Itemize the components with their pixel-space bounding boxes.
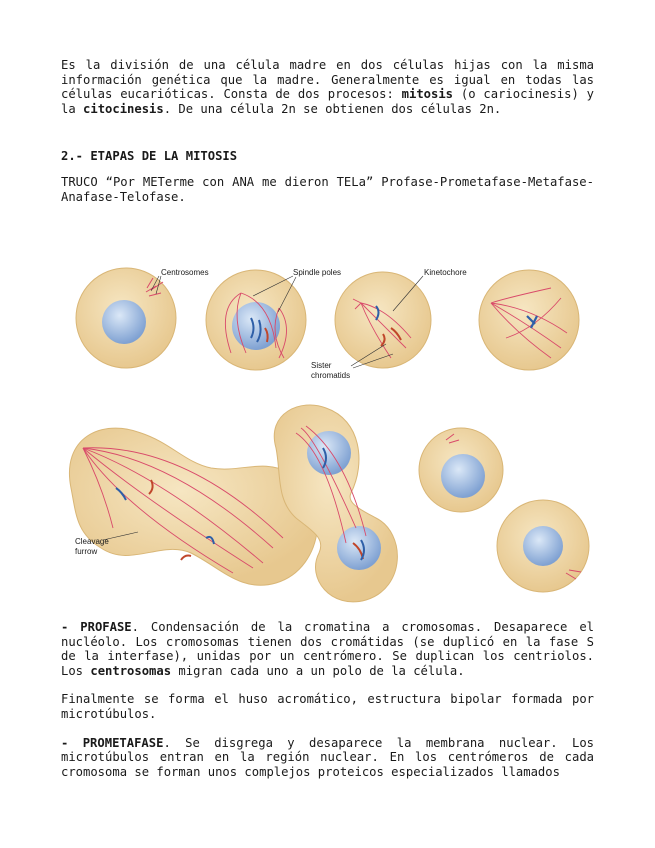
term-profase: - PROFASE [61, 620, 132, 634]
profase-text: migran cada uno a un polo de la célula. [171, 663, 465, 678]
mitosis-diagram [61, 248, 594, 608]
daughter-cell-top [419, 428, 503, 512]
label-chromatids: chromatids [311, 371, 351, 380]
label-sister: Sister [311, 361, 332, 370]
stages-section [61, 620, 594, 793]
label-furrow: furrow [75, 547, 98, 556]
label-centrosomes: Centrosomes [161, 268, 209, 277]
daughter-cell-bottom [497, 500, 589, 592]
mitosis-figure [61, 248, 594, 608]
intro-text: Es la división de una célula madre en dos células hijas con la misma información genética que la madre. Generalmente es igual en todas las células eucarióticas. Consta de dos procesos: [61, 58, 594, 102]
label-spindle-poles: Spindle poles [293, 268, 342, 277]
intro-section [61, 58, 594, 205]
term-mitosis: mitosis [401, 87, 454, 102]
profase-paragraph [61, 620, 594, 678]
cell-prophase [206, 270, 306, 370]
profase-text: . Condensación de la cromatina a cromosomas. Desaparece el nucléolo. Los cromosomas tienen dos cromátidas (se duplicó en la fase S de la interfase), unidas por un centrómero. Se duplican los centriolos. Los [61, 620, 594, 678]
label-kinetochore: Kinetochore [424, 268, 467, 277]
prometafase-text: . Se disgrega y desaparece la membrana nuclear. Los microtúbulos entran en la región nuclear. En los centrómeros de cada cromosoma se forman unos complejos proteicos especializados llamados [61, 735, 594, 779]
mnemonic-paragraph: TRUCO “Por METerme con ANA me dieron TELa” Profase-Prometafase-Metafase-Anafase-Telofase. [61, 175, 594, 204]
intro-text: . De una célula 2n se obtienen dos células 2n. [163, 101, 502, 116]
prometafase-paragraph [61, 736, 594, 780]
term-prometafase: - PROMETAFASE [61, 735, 164, 750]
intro-paragraph [61, 58, 594, 116]
cell-metaphase [479, 270, 579, 370]
finalmente-paragraph: Finalmente se forma el huso acromático, estructura bipolar formada por microtúbulos. [61, 692, 594, 721]
cell-prometaphase [335, 272, 431, 368]
cell-prophase-early [76, 268, 176, 368]
intro-text: (o cariocinesis) y la [61, 87, 594, 116]
term-centrosomas: centrosomas [90, 663, 172, 678]
section-heading: 2.- ETAPAS DE LA MITOSIS [61, 149, 238, 164]
term-citocinesis: citocinesis [83, 101, 164, 116]
label-cleavage: Cleavage [75, 537, 109, 546]
